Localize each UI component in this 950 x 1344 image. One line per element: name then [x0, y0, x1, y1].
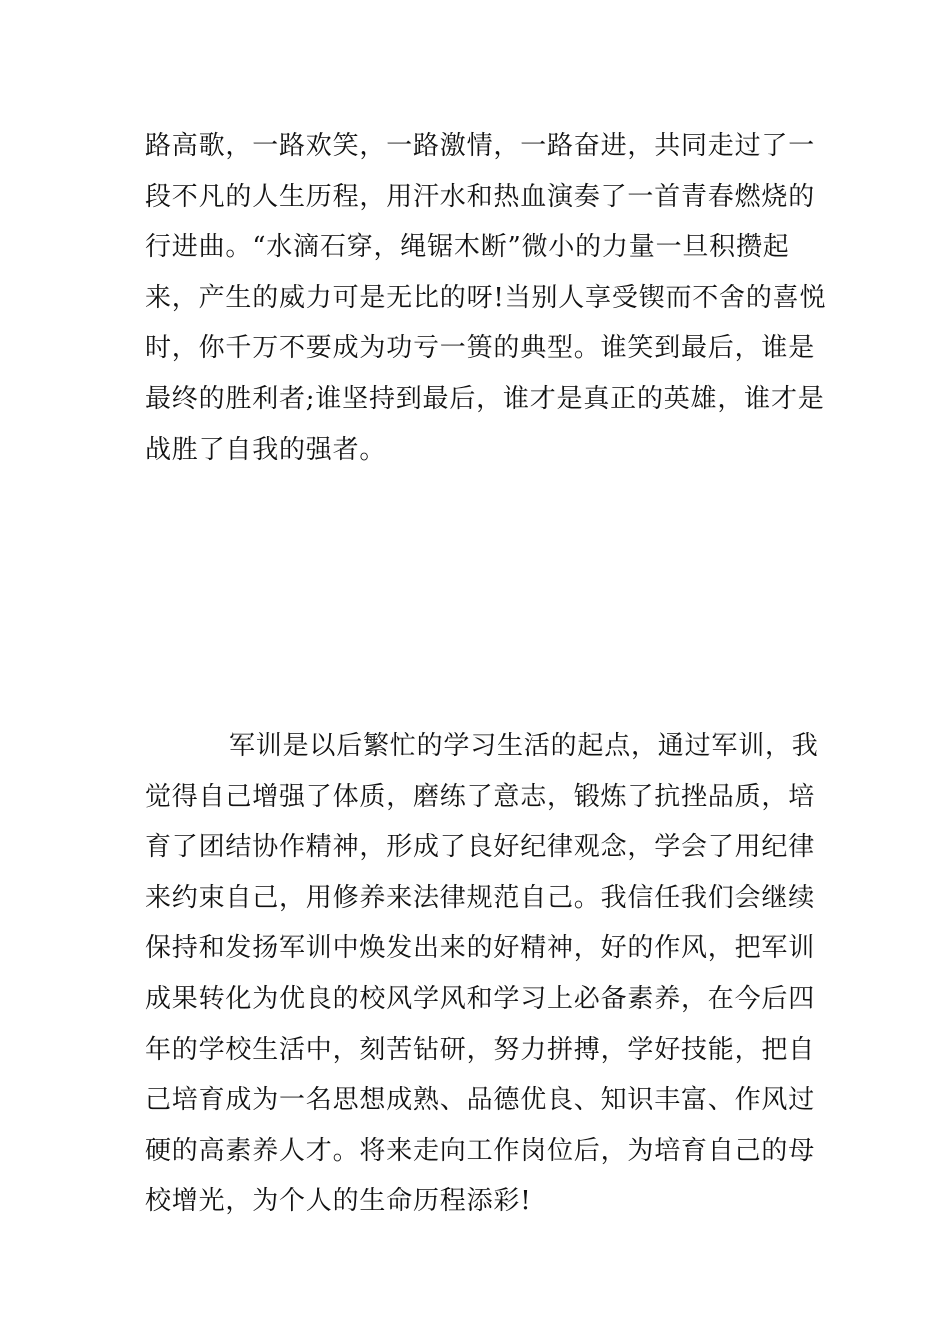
text-line: 觉得自己增强了体质，磨练了意志，锻炼了抗挫品质，培	[145, 781, 816, 812]
text-line: 育了团结协作精神，形成了良好纪律观念，学会了用纪律	[145, 832, 816, 863]
text-line: 行进曲。“水滴石穿，绳锯木断”微小的力量一旦积攒起	[145, 232, 790, 263]
text-line: 战胜了自我的强者。	[145, 434, 387, 465]
text-line: 路高歌，一路欢笑，一路激情，一路奋进，共同走过了一	[145, 131, 816, 161]
text-line: 保持和发扬军训中焕发出来的好精神，好的作风，把军训	[145, 933, 816, 964]
text-line: 己培育成为一名思想成熟、品德优良、知识丰富、作风过	[145, 1085, 816, 1116]
paragraph-1	[145, 121, 827, 475]
text-line: 年的学校生活中，刻苦钻研，努力拼搏，学好技能，把自	[145, 1034, 816, 1065]
text-line-indented: 军训是以后繁忙的学习生活的起点，通过军训，我	[229, 731, 819, 761]
text-line: 来，产生的威力可是无比的呀!当别人享受锲而不舍的喜悦	[145, 282, 827, 313]
text-line: 来约束自己，用修养来法律规范自己。我信任我们会继续	[145, 882, 816, 913]
text-line: 时，你千万不要成为功亏一篑的典型。谁笑到最后，谁是	[145, 333, 816, 364]
text-line: 校增光，为个人的生命历程添彩!	[145, 1186, 532, 1217]
paragraph-2	[145, 721, 819, 1227]
text-line: 段不凡的人生历程，用汗水和热血演奏了一首青春燃烧的	[145, 181, 816, 212]
text-line: 最终的胜利者;谁坚持到最后，谁才是真正的英雄，谁才是	[145, 383, 825, 414]
text-line: 硬的高素养人才。将来走向工作岗位后，为培育自己的母	[145, 1135, 816, 1166]
text-line: 成果转化为优良的校风学风和学习上必备素养，在今后四	[145, 983, 816, 1014]
